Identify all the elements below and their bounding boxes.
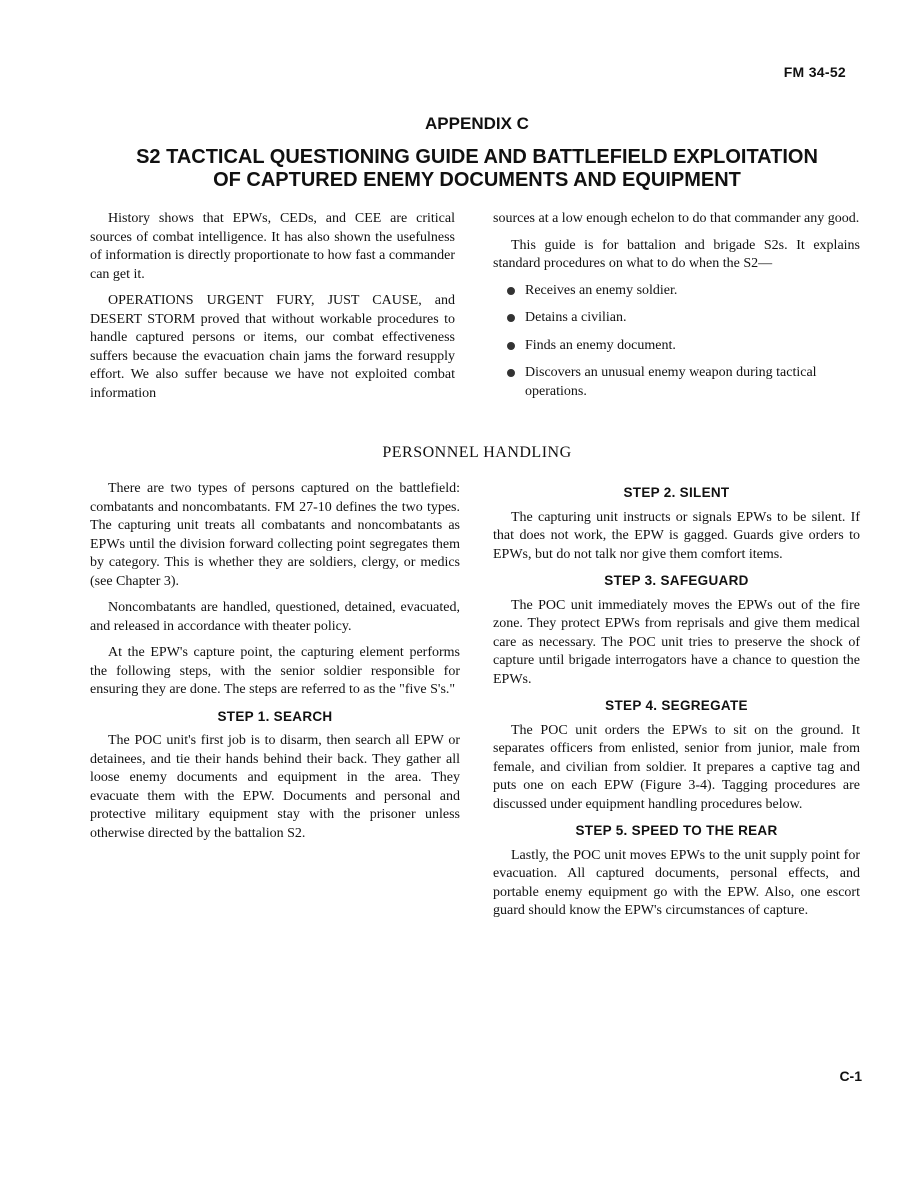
intro-paragraph: History shows that EPWs, CEDs, and CEE are critical sources of combat intelligence. It has also shown the usefulness of information is directly proportionate to how fast a commander can get it. [90, 211, 455, 282]
intro-paragraph: This guide is for battalion and brigade S2s. It explains standard procedures on what to do when the S2— [493, 237, 860, 271]
step-heading: STEP 1. SEARCH [217, 708, 333, 724]
step-paragraph: Lastly, the POC unit moves EPWs to the unit supply point for evacuation. All captured documents, personal effects, and portable enemy equipment go with the EPW. Also, one escort guard should know the EPW's circumstances of capture. [493, 847, 860, 918]
step-paragraph: The POC unit orders the EPWs to sit on the ground. It separates officers from enlisted, senior from junior, male from female, and civilian from soldier. It prepares a captive tag and puts one on each EPW (Figure 3-4). Tagging procedures are discussed under equipment handling procedures below. [493, 722, 860, 812]
body-right-column [493, 480, 860, 929]
body-left-column [90, 480, 460, 851]
body-paragraph: At the EPW's capture point, the capturing element performs the following steps, with the senior soldier responsible for ensuring they are done. The steps are referred to as the "five S's." [90, 645, 460, 697]
appendix-label: APPENDIX C [425, 114, 529, 133]
list-item: Discovers an unusual enemy weapon during tactical operations. [493, 364, 860, 401]
step-heading: STEP 4. SEGREGATE [605, 698, 748, 713]
document-title [0, 146, 924, 192]
bullet-icon [507, 314, 515, 322]
step-heading: STEP 3. SAFEGUARD [604, 573, 749, 588]
bullet-icon [507, 287, 515, 295]
intro-left-column [90, 210, 455, 411]
step-paragraph: The POC unit's first job is to disarm, then search all EPW or detainees, and tie their hands behind their back. They gather all loose enemy documents and equipment in the area. They evacuate them with the EPW. Documents and personal and protective military equipment stay with the prisoner unless otherwise directed by the battalion S2. [90, 733, 460, 841]
document-code: FM 34-52 [783, 64, 846, 80]
bullet-icon [507, 369, 515, 377]
body-paragraph: Noncombatants are handled, questioned, detained, evacuated, and released in accordance with theater policy. [90, 600, 460, 634]
step-heading: STEP 2. SILENT [623, 485, 730, 500]
body-paragraph: There are two types of persons captured on the battlefield: combatants and noncombatants. FM 27-10 defines the two types. The capturing unit treats all combatants and noncombatants as EPWs until the division forward collecting point segregates them by category. This is whether they are soldiers, clergy, or medics (see Chapter 3). [90, 481, 460, 589]
page-number: C-1 [839, 1068, 862, 1084]
title-line-1: S2 TACTICAL QUESTIONING GUIDE AND BATTLEFIELD EXPLOITATION [136, 146, 818, 168]
step-paragraph: The POC unit immediately moves the EPWs out of the fire zone. They protect EPWs from reprisals and give them medical care as necessary. The POC unit tries to preserve the shock of capture until brigade interrogators have a chance to question the EPWs. [493, 597, 860, 687]
list-item: Receives an enemy soldier. [493, 282, 860, 301]
intro-paragraph: OPERATIONS URGENT FURY, JUST CAUSE, and DESERT STORM proved that without workable procedures to handle captured persons or items, our combat effectiveness suffers because the evacuation chain jams the forward resupply effort. We also suffer because we have not exploited combat information [90, 293, 455, 401]
step-paragraph: The capturing unit instructs or signals EPWs to be silent. If that does not work, the EPW is gagged. Guards give orders to EPWs, but do not talk nor give them comfort items. [493, 509, 860, 562]
bullet-icon [507, 342, 515, 350]
intro-right-column [493, 210, 860, 410]
situation-list [493, 282, 860, 402]
intro-paragraph: sources at a low enough echelon to do that commander any good. [493, 211, 860, 226]
title-line-2: OF CAPTURED ENEMY DOCUMENTS AND EQUIPMENT [213, 169, 741, 191]
step-heading: STEP 5. SPEED TO THE REAR [575, 823, 778, 838]
list-item: Detains a civilian. [493, 309, 860, 328]
section-heading: PERSONNEL HANDLING [382, 444, 572, 461]
list-item: Finds an enemy document. [493, 337, 860, 356]
